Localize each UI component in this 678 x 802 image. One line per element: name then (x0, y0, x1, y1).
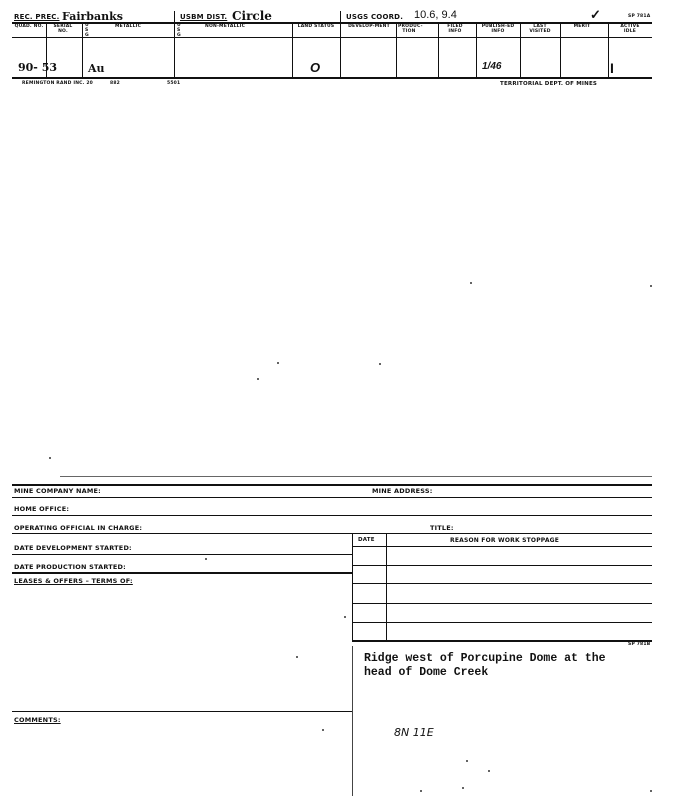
speck (205, 558, 207, 560)
rule (12, 711, 352, 712)
col-line (82, 23, 83, 77)
col-line (340, 23, 341, 77)
non-metallic-header: NON-METALLIC (205, 24, 246, 29)
active-idle-value: I (610, 60, 614, 76)
rec-prec-value: Fairbanks (62, 10, 123, 23)
footer-left: REMINGTON RAND INC. 20 (22, 81, 93, 86)
filed-info-header: FILED INFO (447, 24, 463, 34)
land-status-header: LAND STATUS (297, 24, 335, 29)
footer-num-2: 5501 (167, 81, 181, 86)
speck (257, 378, 259, 380)
active-idle-header: ACTIVE IDLE (620, 24, 640, 34)
col-line (608, 23, 609, 77)
location-text-line-1: Ridge west of Porcupine Dome at the (364, 652, 606, 665)
usgs-coord-label: USGS COORD. (346, 13, 404, 21)
lower-top-border (12, 484, 652, 486)
speck (650, 790, 652, 792)
check-mark: ✓ (590, 7, 601, 22)
table-rule (352, 603, 652, 604)
merit-header: MERIT (573, 24, 591, 29)
date-header: DATE (358, 537, 375, 543)
speck (420, 790, 422, 792)
title-label: TITLE: (430, 524, 454, 532)
usg-header-2: U S G (177, 23, 181, 38)
table-rule (352, 565, 652, 566)
speck (462, 787, 464, 789)
development-header: DEVELOP-MENT (348, 24, 390, 29)
speck (470, 282, 472, 284)
col-line (292, 23, 293, 77)
speck (650, 285, 652, 287)
mine-address-label: MINE ADDRESS: (372, 487, 433, 495)
speck (322, 729, 324, 731)
date-production-label: DATE PRODUCTION STARTED: (14, 563, 126, 571)
handwritten-note: 8N 11E (394, 726, 434, 739)
table-rule (352, 546, 652, 547)
rule (12, 533, 652, 534)
mine-company-name-label: MINE COMPANY NAME: (14, 487, 101, 495)
speck (344, 616, 346, 618)
col-line (476, 23, 477, 77)
table-rule (352, 583, 652, 584)
row-bottom (12, 77, 652, 79)
header-row-bottom (12, 37, 652, 38)
production-header: PRODUC-TION (398, 24, 423, 34)
speck (277, 362, 279, 364)
table-rule (352, 640, 652, 642)
rec-prec-label: REC. PREC. (14, 13, 60, 21)
rule (12, 554, 352, 555)
leases-offers-label: LEASES & OFFERS – TERMS OF: (14, 577, 133, 585)
usg-header: U S G (85, 23, 89, 38)
footer-num-1: 882 (110, 81, 120, 86)
table-line (352, 533, 353, 641)
rule (12, 497, 652, 498)
col-line (438, 23, 439, 77)
quad-no-header: QUAD. NO. (14, 24, 44, 29)
comments-label: COMMENTS: (14, 716, 61, 724)
usbm-dist-value: Circle (232, 9, 272, 23)
rule (12, 515, 652, 516)
land-status-value: O (310, 60, 321, 75)
speck (379, 363, 381, 365)
published-info-value: 1/46 (482, 61, 502, 72)
divider (340, 11, 341, 23)
usgs-coord-value: 10.6, 9.4 (414, 9, 457, 21)
serial-no-header: SERIAL NO. (53, 24, 73, 34)
form-code-bottom: SP 781B (628, 642, 651, 647)
col-line (396, 23, 397, 77)
speck (466, 760, 468, 762)
footer-right: TERRITORIAL DEPT. OF MINES (500, 81, 598, 87)
published-info-header: PUBLISH-ED INFO (481, 24, 515, 34)
date-development-label: DATE DEVELOPMENT STARTED: (14, 544, 132, 552)
metallic-symbol: Au (88, 62, 105, 75)
location-text-line-2: head of Dome Creek (364, 666, 489, 679)
speck (488, 770, 490, 772)
speck (296, 656, 298, 658)
quad-serial-value: 90- 53 (18, 61, 58, 74)
table-rule (352, 622, 652, 623)
table-line (386, 533, 387, 641)
divider (352, 646, 353, 796)
rule (12, 572, 352, 574)
col-line (520, 23, 521, 77)
col-line (174, 23, 175, 77)
metallic-header: METALLIC (115, 24, 142, 29)
last-visited-header: LAST VISITED (529, 24, 551, 34)
form-code-top: SP 781A (628, 14, 651, 19)
card-edge (60, 476, 652, 477)
home-office-label: HOME OFFICE: (14, 505, 70, 513)
col-line (560, 23, 561, 77)
usbm-dist-label: USBM DIST. (180, 13, 228, 21)
divider (174, 11, 175, 23)
reason-header: REASON FOR WORK STOPPAGE (450, 537, 560, 544)
operating-official-label: OPERATING OFFICIAL IN CHARGE: (14, 524, 143, 532)
speck (49, 457, 51, 459)
